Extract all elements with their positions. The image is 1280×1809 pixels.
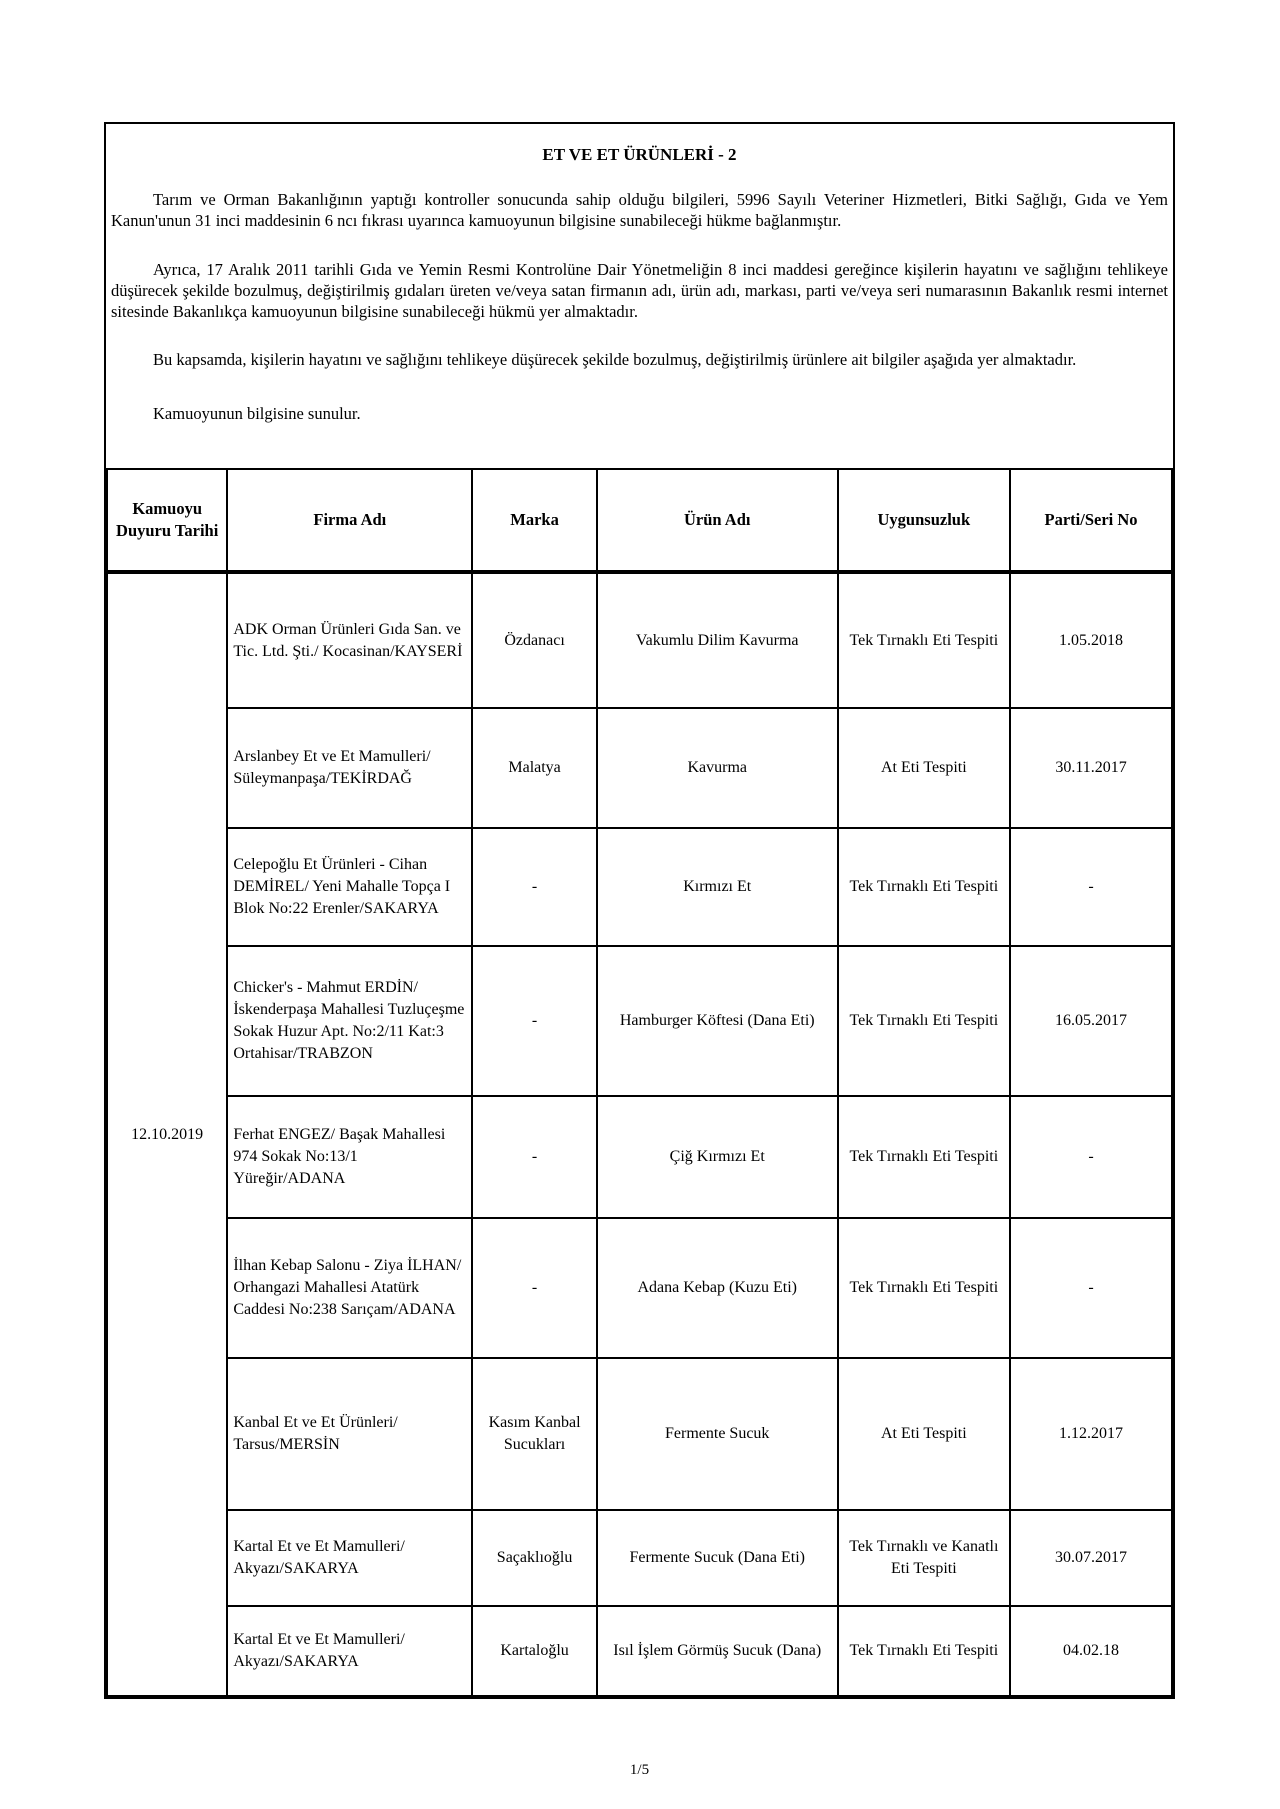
page-number: 1/5 (629, 1762, 650, 1778)
uygunsuzluk-cell: Tek Tırnaklı Eti Tespiti (838, 1606, 1011, 1696)
header-urun-adi: Ürün Adı (597, 469, 838, 572)
urun-adi-cell: Isıl İşlem Görmüş Sucuk (Dana) (597, 1606, 838, 1696)
paragraph-regulation: Ayrıca, 17 Aralık 2011 tarihli Gıda ve Yemin Resmi Kontrolüne Dair Yönetmeliğin 8 inci maddesi gereğince kişilerin hayatını ve sağlığını tehlikeye düşürecek şekilde bozulmuş, değiştirilmiş gıdaları üreten ve/veya satan firmanın adı, ürün adı, markası, parti ve/veya seri numarasının Bakanlık resmi internet sitesinde Bakanlıkça kamuoyunun bilgisine sunabileceği hükmü yer almaktadır. (111, 260, 1168, 321)
uygunsuzluk-cell: Tek Tırnaklı ve Kanatlı Eti Tespiti (838, 1510, 1011, 1606)
marka-cell: Malatya (472, 708, 597, 828)
uygunsuzluk-cell: Tek Tırnaklı Eti Tespiti (838, 572, 1011, 708)
table-row (107, 1606, 1172, 1696)
parti-seri-no-cell: 16.05.2017 (1010, 946, 1172, 1096)
firma-adi-cell: Ferhat ENGEZ/ Başak Mahallesi 974 Sokak No:13/1 Yüreğir/ADANA (227, 1096, 472, 1218)
products-table (106, 468, 1173, 1697)
uygunsuzluk-cell: Tek Tırnaklı Eti Tespiti (838, 1218, 1011, 1358)
firma-adi-cell: Kanbal Et ve Et Ürünleri/ Tarsus/MERSİN (227, 1358, 472, 1510)
firma-adi-cell: Kartal Et ve Et Mamulleri/ Akyazı/SAKARYA (227, 1606, 472, 1696)
firma-adi-cell: ADK Orman Ürünleri Gıda San. ve Tic. Ltd. Şti./ Kocasinan/KAYSERİ (227, 572, 472, 708)
urun-adi-cell: Vakumlu Dilim Kavurma (597, 572, 838, 708)
table-row (107, 1358, 1172, 1510)
uygunsuzluk-cell: Tek Tırnaklı Eti Tespiti (838, 1096, 1011, 1218)
uygunsuzluk-cell: At Eti Tespiti (838, 1358, 1011, 1510)
urun-adi-cell: Çiğ Kırmızı Et (597, 1096, 838, 1218)
paragraph-public-notice: Kamuoyunun bilgisine sunulur. (153, 404, 361, 423)
document-border (104, 122, 1175, 1699)
parti-seri-no-cell: - (1010, 828, 1172, 946)
urun-adi-cell: Adana Kebap (Kuzu Eti) (597, 1218, 838, 1358)
firma-adi-cell: Celepoğlu Et Ürünleri - Cihan DEMİREL/ Yeni Mahalle Topça I Blok No:22 Erenler/SAKARYA (227, 828, 472, 946)
uygunsuzluk-cell: Tek Tırnaklı Eti Tespiti (838, 828, 1011, 946)
urun-adi-cell: Kırmızı Et (597, 828, 838, 946)
firma-adi-cell: Arslanbey Et ve Et Mamulleri/ Süleymanpaşa/TEKİRDAĞ (227, 708, 472, 828)
firma-adi-cell: Kartal Et ve Et Mamulleri/ Akyazı/SAKARYA (227, 1510, 472, 1606)
marka-cell: - (472, 828, 597, 946)
firma-adi-cell: İlhan Kebap Salonu - Ziya İLHAN/ Orhangazi Mahallesi Atatürk Caddesi No:238 Sarıçam/ADANA (227, 1218, 472, 1358)
firma-adi-cell: Chicker's - Mahmut ERDİN/ İskenderpaşa Mahallesi Tuzluçeşme Sokak Huzur Apt. No:2/11 Kat:3 Ortahisar/TRABZON (227, 946, 472, 1096)
parti-seri-no-cell: 04.02.18 (1010, 1606, 1172, 1696)
table-row (107, 828, 1172, 946)
announcement-date-cell: 12.10.2019 (107, 572, 227, 1696)
document-body-text (106, 189, 1173, 424)
table-row (107, 708, 1172, 828)
marka-cell: - (472, 1096, 597, 1218)
table-row (107, 1218, 1172, 1358)
parti-seri-no-cell: 30.11.2017 (1010, 708, 1172, 828)
table-row (107, 1510, 1172, 1606)
paragraph-legal-basis: Tarım ve Orman Bakanlığının yaptığı kontroller sonucunda sahip olduğu bilgileri, 5996 Sayılı Veteriner Hizmetleri, Bitki Sağlığı, Gıda ve Yem Kanun'unun 31 inci maddesinin 6 ncı fıkrası uyarınca kamuoyunun bilgisine sunabileceği hükme bağlanmıştır. (111, 190, 1168, 230)
parti-seri-no-cell: 30.07.2017 (1010, 1510, 1172, 1606)
urun-adi-cell: Fermente Sucuk (Dana Eti) (597, 1510, 838, 1606)
header-duyuru-tarihi: Kamuoyu Duyuru Tarihi (107, 469, 227, 572)
urun-adi-cell: Fermente Sucuk (597, 1358, 838, 1510)
marka-cell: Kasım Kanbal Sucukları (472, 1358, 597, 1510)
header-uygunsuzluk: Uygunsuzluk (838, 469, 1011, 572)
parti-seri-no-cell: 1.12.2017 (1010, 1358, 1172, 1510)
product-table-body (107, 572, 1172, 1696)
table-row (107, 1096, 1172, 1218)
parti-seri-no-cell: - (1010, 1218, 1172, 1358)
table-row (107, 946, 1172, 1096)
header-parti-seri-no: Parti/Seri No (1010, 469, 1172, 572)
marka-cell: Saçaklıoğlu (472, 1510, 597, 1606)
parti-seri-no-cell: - (1010, 1096, 1172, 1218)
paragraph-scope: Bu kapsamda, kişilerin hayatını ve sağlığını tehlikeye düşürecek şekilde bozulmuş, değiştirilmiş ürünlere ait bilgiler aşağıda yer almaktadır. (153, 350, 1077, 369)
marka-cell: - (472, 946, 597, 1096)
marka-cell: Özdanacı (472, 572, 597, 708)
uygunsuzluk-cell: Tek Tırnaklı Eti Tespiti (838, 946, 1011, 1096)
urun-adi-cell: Kavurma (597, 708, 838, 828)
table-header-row (107, 469, 1172, 572)
urun-adi-cell: Hamburger Köftesi (Dana Eti) (597, 946, 838, 1096)
header-firma-adi: Firma Adı (227, 469, 472, 572)
parti-seri-no-cell: 1.05.2018 (1010, 572, 1172, 708)
uygunsuzluk-cell: At Eti Tespiti (838, 708, 1011, 828)
marka-cell: Kartaloğlu (472, 1606, 597, 1696)
marka-cell: - (472, 1218, 597, 1358)
document-title: ET VE ET ÜRÜNLERİ - 2 (542, 145, 737, 164)
table-row (107, 572, 1172, 708)
header-marka: Marka (472, 469, 597, 572)
